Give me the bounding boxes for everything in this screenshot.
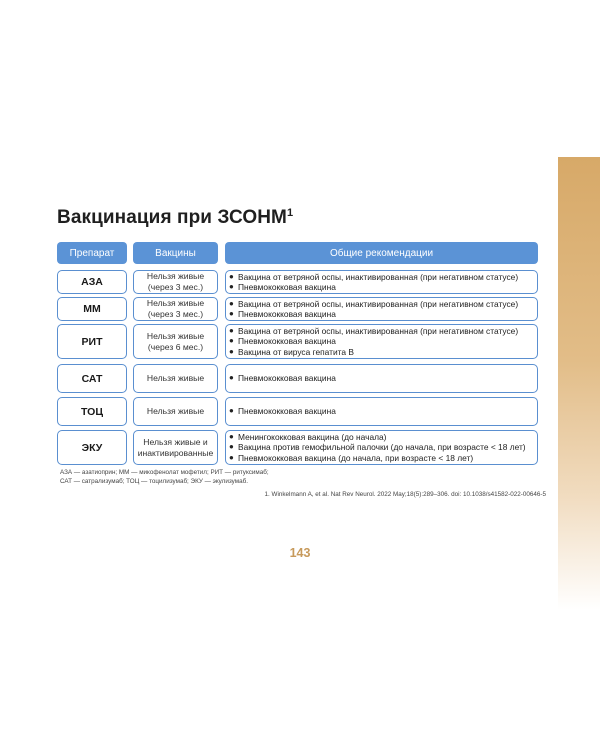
vaccines-cell: Нельзя живые (через 6 мес.)	[133, 324, 218, 359]
bullet-icon: ●	[229, 346, 234, 356]
recommendation-item: ● Вакцина от ветряной оспы, инактивированная (при негативном статусе)	[229, 298, 519, 309]
page-title: Вакцинация при ЗСОНМ$^1$	[57, 207, 294, 228]
bullet-icon: ●	[229, 442, 234, 452]
bullet-icon: ●	[229, 431, 234, 441]
recommendation-item: ● Пневмококковая вакцина	[229, 282, 336, 292]
recommendation-item: ● Пневмококковая вакцина	[229, 309, 336, 319]
reference-text: 1. Winkelmann A, et al. Nat Rev Neurol. 2022 May;18(5):289–306. doi: 10.1038/s41582-022-00646-5	[264, 491, 546, 498]
bullet-icon: ●	[229, 373, 234, 383]
bullet-icon: ●	[229, 282, 234, 291]
recommendations-cell	[225, 397, 538, 426]
header-drug: Препарат	[57, 242, 127, 264]
header-recommendations: Общие рекомендации	[225, 242, 538, 264]
drug-cell: ЭКУ	[57, 430, 127, 465]
recommendation-item: ● Пневмококковая вакцина	[229, 406, 336, 417]
footnote-line: САТ — сатрализумаб; ТОЦ — тоцилизумаб; ЭКУ — экулизумаб.	[60, 477, 248, 485]
recommendations-cell	[225, 270, 538, 294]
recommendation-item: ● Вакцина от вируса гепатита В	[229, 346, 354, 357]
header-vaccines: Вакцины	[133, 242, 218, 264]
bullet-icon: ●	[229, 406, 234, 416]
recommendation-item: ● Вакцина от ветряной оспы, инактивированная (при негативном статусе)	[229, 271, 519, 282]
drug-cell: ТОЦ	[57, 397, 127, 426]
drug-cell: АЗА	[57, 270, 127, 294]
vaccines-cell: Нельзя живые и инактивированные	[133, 430, 218, 465]
recommendations-cell	[225, 430, 538, 465]
vaccines-cell: Нельзя живые	[133, 397, 218, 426]
recommendations-cell	[225, 297, 538, 321]
recommendation-item: ● Вакцина от ветряной оспы, инактивированная (при негативном статусе)	[229, 325, 519, 336]
recommendation-item: ● Пневмококковая вакцина	[229, 373, 336, 384]
bullet-icon: ●	[229, 325, 234, 335]
bullet-icon: ●	[229, 298, 234, 308]
vaccines-cell: Нельзя живые	[133, 364, 218, 393]
decorative-side-bar	[558, 157, 600, 610]
drug-cell: РИТ	[57, 324, 127, 359]
recommendation-item: ● Пневмококковая вакцина (до начала, при возрасте < 18 лет)	[229, 452, 474, 463]
page-number: 143	[289, 546, 311, 560]
recommendation-item: ● Вакцина против гемофильной палочки (до начала, при возрасте < 18 лет)	[229, 442, 526, 453]
recommendations-cell	[225, 324, 538, 359]
drug-cell: САТ	[57, 364, 127, 393]
recommendations-cell	[225, 364, 538, 393]
bullet-icon: ●	[229, 336, 234, 346]
bullet-icon: ●	[229, 452, 234, 462]
bullet-icon: ●	[229, 271, 234, 281]
recommendation-item: ● Менингококковая вакцина (до начала)	[229, 431, 387, 442]
drug-cell: ММ	[57, 297, 127, 321]
recommendation-item: ● Пневмококковая вакцина	[229, 336, 336, 347]
footnote-line: АЗА — азатиоприн; ММ — микофенолат мофетил; РИТ — ритуксимаб;	[60, 469, 269, 476]
vaccines-cell: Нельзя живые (через 3 мес.)	[133, 270, 218, 294]
bullet-icon: ●	[229, 309, 234, 318]
vaccines-cell: Нельзя живые (через 3 мес.)	[133, 297, 218, 321]
abbreviations-footnote	[60, 469, 269, 486]
